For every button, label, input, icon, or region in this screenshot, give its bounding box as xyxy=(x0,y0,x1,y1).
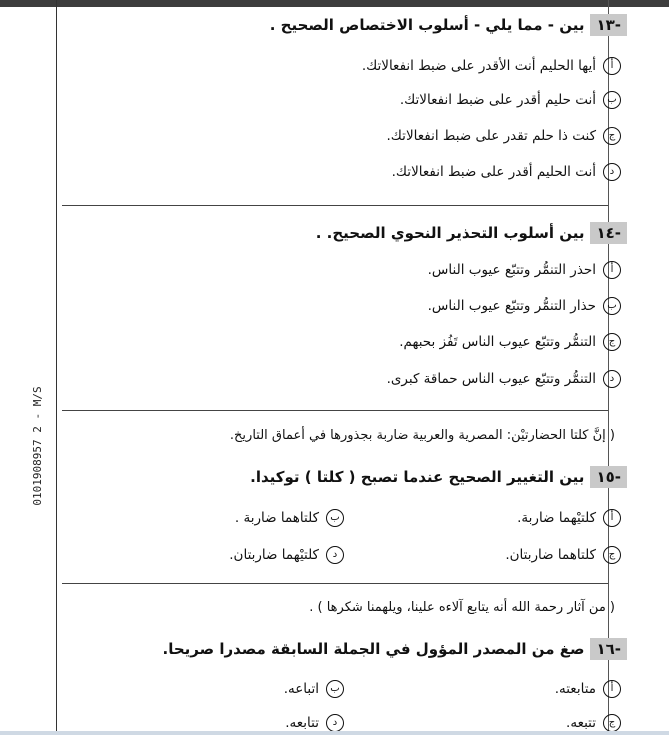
option-14-b[interactable] xyxy=(428,294,621,318)
option-text: متابعته. xyxy=(554,681,596,697)
option-15-b[interactable] xyxy=(235,506,344,530)
option-16-b[interactable] xyxy=(284,677,344,701)
option-13-b[interactable] xyxy=(400,88,621,112)
option-16-a[interactable] xyxy=(555,677,621,701)
question-13 xyxy=(270,12,627,38)
option-letter: ب xyxy=(603,297,621,315)
top-bar xyxy=(0,0,669,7)
option-letter: ج xyxy=(603,714,621,732)
option-text: احذر التنمُّر وتتبّع عيوب الناس. xyxy=(427,262,596,278)
option-letter: ب xyxy=(603,91,621,109)
option-letter: د xyxy=(326,714,344,732)
option-letter: د xyxy=(326,546,344,564)
question-text: بين - مما يلي - أسلوب الاختصاص الصحيح . xyxy=(269,16,585,34)
option-letter: أ xyxy=(603,261,621,279)
bottom-bar xyxy=(0,731,669,735)
option-letter: أ xyxy=(603,680,621,698)
question-number: -١٤ xyxy=(590,222,627,244)
question-number: -١٥ xyxy=(590,466,627,488)
option-letter: أ xyxy=(603,57,621,75)
option-letter: ج xyxy=(603,333,621,351)
option-15-c[interactable] xyxy=(505,543,621,567)
option-15-d[interactable] xyxy=(229,543,344,567)
option-text: كلتاهما ضاربتان. xyxy=(505,547,596,563)
option-text: تتابعه. xyxy=(285,715,319,731)
option-letter: ج xyxy=(603,546,621,564)
option-text: اتباعه. xyxy=(283,681,319,697)
divider xyxy=(62,205,608,206)
option-text: كنت ذا حلم تقدر على ضبط انفعالاتك. xyxy=(386,128,596,144)
question-number: -١٣ xyxy=(590,14,627,36)
option-letter: ب xyxy=(326,680,344,698)
option-14-d[interactable] xyxy=(387,367,621,391)
question-text: بين أسلوب التحذير النحوي الصحيح. . xyxy=(315,224,585,242)
option-13-a[interactable] xyxy=(362,54,621,78)
question-16 xyxy=(163,636,628,662)
option-15-a[interactable] xyxy=(517,506,621,530)
side-phone-text: 0101908957 2 - M/S xyxy=(31,386,44,506)
option-letter: أ xyxy=(603,509,621,527)
option-text: تتبعه. xyxy=(566,715,596,731)
option-text: كلتيْهما ضاربتان. xyxy=(229,547,319,563)
option-text: كلتيْهما ضاربة. xyxy=(517,510,596,526)
left-margin-rule xyxy=(56,0,57,731)
question-text: بين التغيير الصحيح عندما تصبح ( كلتا ) توكيدا. xyxy=(250,468,585,486)
option-13-d[interactable] xyxy=(392,160,621,184)
question-15 xyxy=(250,464,627,490)
option-letter: د xyxy=(603,163,621,181)
option-13-c[interactable] xyxy=(387,124,621,148)
option-14-c[interactable] xyxy=(399,330,621,354)
option-text: كلتاهما ضاربة . xyxy=(234,510,319,526)
divider xyxy=(62,583,608,584)
option-text: التنمُّر وتتبّع عيوب الناس تَفُز بحبهم. xyxy=(399,334,596,350)
option-text: أنت الحليم أقدر على ضبط انفعالاتك. xyxy=(391,164,596,180)
quote-sentence-2: ( من آثار رحمة الله أنه يتابع آلاءه علينا، ويلهمنا شكرها ) . xyxy=(309,599,615,615)
quote-sentence-1: ( إنَّ كلتا الحضارتيْن: المصرية والعربية ضاربة بجذورها في أعماق التاريخ. xyxy=(229,427,615,443)
option-14-a[interactable] xyxy=(428,258,621,282)
question-text: صغ من المصدر المؤول في الجملة السابقة مصدرا صريحا. xyxy=(162,640,585,658)
option-letter: د xyxy=(603,370,621,388)
option-text: التنمُّر وتتبّع عيوب الناس حماقة كبرى. xyxy=(386,371,596,387)
divider xyxy=(62,410,608,411)
question-number: -١٦ xyxy=(590,638,627,660)
option-letter: ج xyxy=(603,127,621,145)
question-14 xyxy=(316,220,627,246)
option-text: حذار التنمُّر وتتبّع عيوب الناس. xyxy=(427,298,596,314)
option-letter: ب xyxy=(326,509,344,527)
option-text: أنت حليم أقدر على ضبط انفعالاتك. xyxy=(399,92,596,108)
option-text: أيها الحليم أنت الأقدر على ضبط انفعالاتك. xyxy=(361,58,596,74)
